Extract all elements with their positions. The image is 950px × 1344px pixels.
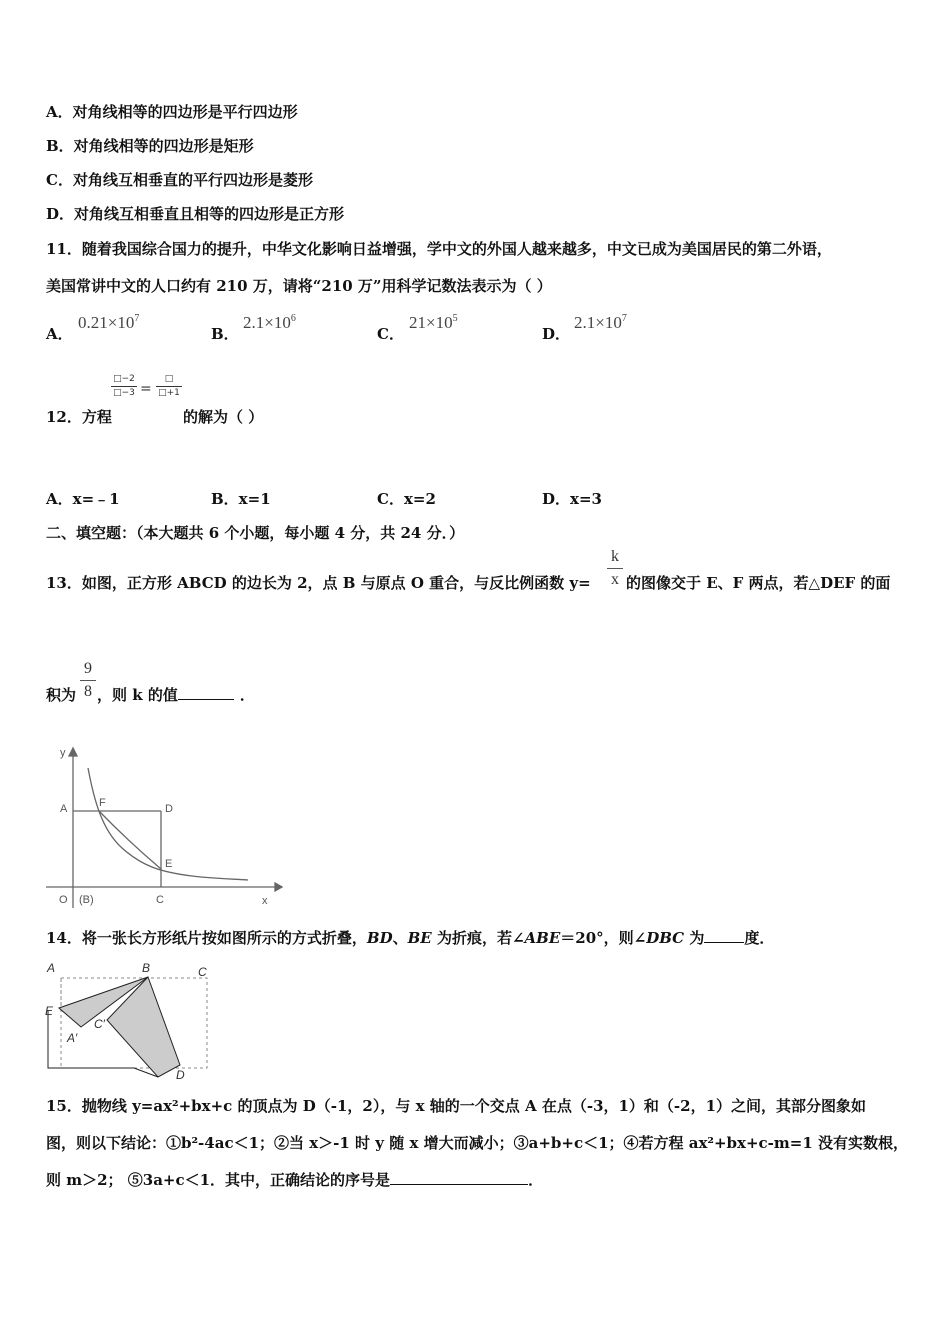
q14-stem-end: 度． [744,929,775,947]
q14-stem [46,929,774,947]
q15-answer-blank [390,1184,528,1185]
q12-option-c: C．x=2 [377,490,436,508]
q14-stem-mid: 为折痕，若∠ [431,929,525,947]
q13-figure [42,740,287,912]
q14-angle-dbc: DBC [646,929,685,947]
q12-option-b: B．x=1 [211,490,271,508]
q12-equation [111,374,183,408]
q14-figure [42,958,217,1083]
q13-fraction-k-over-x [607,548,623,589]
q15-stem-line3-end: ． [528,1171,544,1189]
q11-option-b-label: B． [211,325,239,343]
q12-right-denominator: □+1 [158,388,180,398]
q14-label-c-prime: C′ [94,1017,105,1031]
q13-fraction-area [80,660,96,701]
q13-stem-line2-end: ． [239,686,255,704]
q11-option-d-label: D． [542,325,571,343]
q13-label-a: A [60,803,68,815]
q12-option-a: A．x=﹣1 [46,490,120,508]
q13-label-e: E [165,858,173,870]
q10-option-d: D．对角线互相垂直且相等的四边形是正方形 [46,205,345,223]
q14-stem-val: ＝20°，则∠ [560,929,647,947]
q13-label-f: F [99,797,106,809]
q13-area-numerator: 9 [84,660,92,677]
q11-stem-line2: 美国常讲中文的人口约有 210 万，请将“210 万”用科学记数法表示为（ ） [46,277,552,295]
q11-option-c-label: C． [377,325,404,343]
q11-option-a-value: $0.21\times 10^7$ [78,313,140,332]
q13-stem-line2 [97,686,255,704]
q13-label-x: x [262,895,268,907]
q14-label-b: B [142,961,151,975]
q12-stem-suffix: 的解为（ ） [183,408,264,426]
q14-angle-abe: ABE [524,929,561,947]
q14-label-a-prime: A′ [67,1031,78,1045]
q13-label-d: D [165,803,173,815]
q10-option-a: A．对角线相等的四边形是平行四边形 [46,103,298,121]
q13-frac-denominator: x [611,571,619,588]
q14-label-a: A [47,961,56,975]
q14-label-c: C [198,965,207,979]
q12-option-d: D．x=3 [542,490,602,508]
q13-segment-fe [99,811,161,869]
q13-label-b: (B) [79,894,94,906]
q12-left-denominator: □−3 [113,388,135,398]
q11-option-a-label: A． [46,325,73,343]
q11-stem-line1: 11．随着我国综合国力的提升，中华文化影响日益增强，学中文的外国人越来越多，中文已成为美国居民的第二外语， [46,240,832,258]
q13-stem-line2-post: ，则 k 的值 [97,686,178,704]
q11-option-d-value: $2.1\times 10^7$ [574,313,627,332]
q14-label-d: D [176,1068,185,1082]
q12-left-numerator: □−2 [113,374,135,384]
q10-option-b: B．对角线相等的四边形是矩形 [46,137,254,155]
q13-stem-line1-pre: 13．如图，正方形 ABCD 的边长为 2，点 B 与原点 O 重合，与反比例函数 y= [46,574,591,592]
q12-right-numerator: □ [164,374,174,384]
q12-equals: = [140,381,152,397]
q10-option-c: C．对角线互相垂直的平行四边形是菱形 [46,171,313,189]
q14-answer-blank [704,942,744,943]
q13-label-o: O [59,894,68,906]
q14-label-e: E [45,1004,54,1018]
q14-stem-sep: 、 [392,929,408,947]
q13-label-c: C [156,894,164,906]
q13-frac-numerator: k [611,548,619,565]
q14-stem-post: 为 [684,929,705,947]
q15-stem-line1: 15．抛物线 y=ax²+bx+c 的顶点为 D（-1，2），与 x 轴的一个交点 A 在点（-3，1）和（-2，1）之间，其部分图象如 [46,1097,867,1115]
q13-stem-line1-post: 的图像交于 E、F 两点，若△DEF 的面 [626,574,891,592]
q11-option-b-value: $2.1\times 10^6$ [243,313,296,332]
q15-stem-line3-pre: 则 m＞2； ⑤3a+c＜1．其中，正确结论的序号是 [46,1171,391,1189]
q13-x-axis-arrow [275,883,282,891]
q11-option-c-value: $21\times 10^5$ [409,313,458,332]
q13-area-denominator: 8 [84,683,92,700]
q13-label-y: y [60,747,66,759]
q14-stem-pre: 14．将一张长方形纸片按如图所示的方式折叠， [46,929,367,947]
q15-stem-line3 [46,1171,543,1189]
q13-stem-line2-pre: 积为 [46,686,77,704]
q13-y-axis-arrow [69,748,77,756]
q14-crease-be: BE [407,929,432,947]
q12-stem-prefix: 12．方程 [46,408,112,426]
section-heading-fill-blank: 二、填空题：（本大题共 6 个小题，每小题 4 分，共 24 分．） [46,524,465,542]
q13-answer-blank [178,699,234,700]
q14-crease-bd: BD [366,929,393,947]
q15-stem-line2: 图，则以下结论：①b²-4ac＜1；②当 x＞-1 时 y 随 x 增大而减小；③a+b+c＜1；④若方程 ax²+bx+c-m=1 没有实数根， [46,1134,909,1152]
